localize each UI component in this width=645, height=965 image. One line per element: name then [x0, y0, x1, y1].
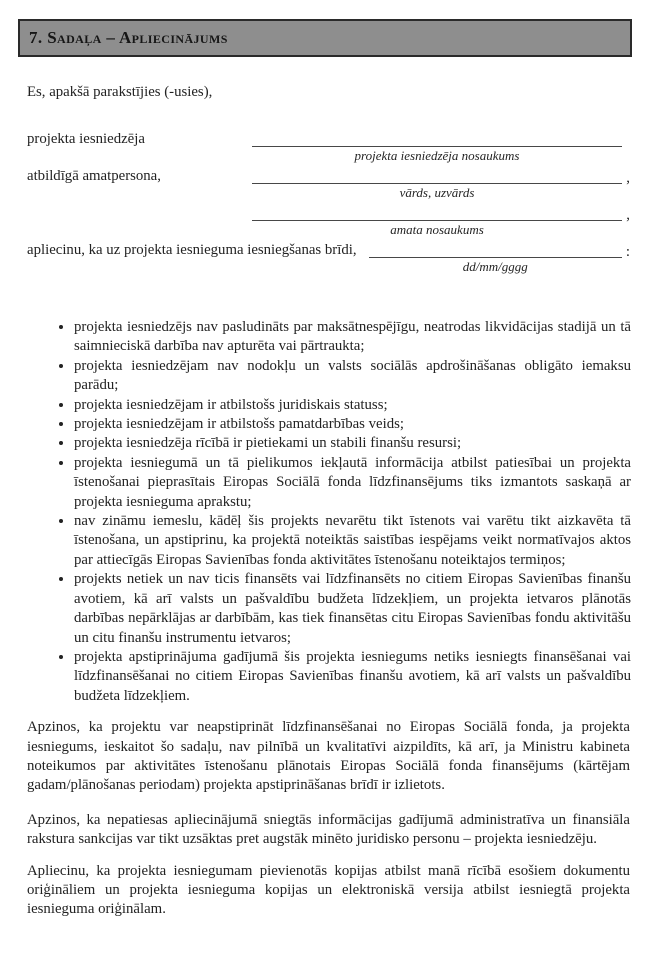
applicant-name-suffix	[622, 130, 630, 165]
submission-date-label: apliecinu, ka uz projekta iesnieguma iesniegšanas brīdi,	[27, 242, 357, 258]
position-title-caption: amata nosaukums	[390, 222, 484, 237]
section-header-bar	[18, 19, 632, 57]
official-label: atbildīgā amatpersona,	[27, 168, 161, 184]
declaration-bullet: • projekta apstiprinājuma gadījumā šis projekta iesniegums netiks iesniegts finansēšanai vai līdzfinansēšanai no citiem Eiropas Savienības finanšu avotiem, kā arī valsts un pašvaldību budžeta līdzekļiem.	[74, 648, 631, 706]
form-row-official-name	[27, 167, 630, 202]
declaration-bullet-list	[27, 318, 631, 706]
official-name-line[interactable]	[252, 167, 622, 184]
official-name-caption: vārds, uzvārds	[399, 185, 475, 200]
acknowledgement-paragraph-3: Apliecinu, ka projekta iesniegumam pievienotās kopijas atbilst manā rīcībā esošiem dokumentu oriģināliem un projekta iesnieguma kopijas un elektroniskā versija atbilst iesniegtā projekta iesnieguma oriģinālam.	[27, 862, 630, 918]
applicant-name-label: projekta iesniedzēja	[27, 131, 145, 147]
acknowledgement-paragraph-2: Apzinos, ka nepatiesas apliecinājumā sniegtās informācijas gadījumā administratīva un finansiāla rakstura sankcijas var tikt uzsāktas pret augstāk minēto juridisko personu – projekta iesniedzēju.	[27, 811, 630, 848]
declaration-bullet: • projekta iesniedzējam ir atbilstošs pamatdarbības veids;	[74, 415, 631, 434]
form-row-applicant-name	[27, 130, 630, 165]
declaration-form	[27, 130, 630, 276]
declaration-bullet: • nav zināmu iemeslu, kādēļ šis projekts nevarētu tikt īstenots vai varētu tikt aizkavēta tā īstenošana, un apstiprinu, ka projektā noteiktās saistības iespējams veikt normatīvajos aktos par attiecīgās Eiropas Savienības fonda aktivitātes īstenošanu noteiktajos termiņos;	[74, 512, 631, 570]
position-title-line[interactable]	[252, 204, 622, 221]
declaration-bullet: • projekta iesniedzējam nav nodokļu un valsts sociālās apdrošināšanas obligāto iemaksu parādu;	[74, 357, 631, 396]
declaration-bullet: • projekta iesniedzēja rīcībā ir pietiekami un stabili finanšu resursi;	[74, 434, 631, 453]
form-row-submission-date	[27, 241, 630, 276]
submission-date-field	[369, 241, 622, 276]
declaration-bullet: • projekta iesniedzējam ir atbilstošs juridiskais statuss;	[74, 396, 631, 415]
position-title-field	[252, 204, 622, 239]
section-title: 7. Sadaļa – Apliecinājums	[29, 28, 228, 47]
applicant-name-line[interactable]	[252, 130, 622, 147]
form-row-position-title	[27, 204, 630, 239]
position-title-suffix: ,	[626, 207, 630, 223]
submission-date-caption: dd/mm/gggg	[462, 259, 528, 274]
intro-text: Es, apakšā parakstījies (-usies),	[27, 84, 213, 100]
official-name-suffix: ,	[626, 170, 630, 186]
declaration-bullet: • projekts netiek un nav ticis finansēts vai līdzfinansēts no citiem Eiropas Savienības finanšu avotiem, kā arī valsts un pašvaldību budžeta līdzekļiem, un projekta ietvaros plānotās darbības nepārklājas ar darbībām, kas tiek finansētas citu Eiropas Savienības fondu aktivitāšu un citu finanšu instrumentu ietvaros;	[74, 570, 631, 648]
declaration-bullet: • projekta iesniedzējs nav pasludināts par maksātnespējīgu, neatrodas likvidācijas stadijā un tā saimnieciskā darbība nav apturēta vai pārtraukta;	[74, 318, 631, 357]
submission-date-line[interactable]	[369, 241, 622, 258]
applicant-name-caption: projekta iesniedzēja nosaukums	[354, 148, 520, 163]
official-name-field	[252, 167, 622, 202]
position-title-label	[27, 204, 252, 239]
acknowledgement-paragraph-1: Apzinos, ka projektu var neapstiprināt līdzfinansēšanai no Eiropas Sociālā fonda, ja projekta iesniegums, ieskaitot šo sadaļu, nav pilnībā un kvalitatīvi aizpildīts, kā arī, ja Ministru kabineta noteikumos par aktivitātes īstenošanu plānotais Eiropas Sociālā fonda finansējums (kārtējam gadam/plānošanas periodam) projekta apstiprināšanas brīdī ir izlietots.	[27, 719, 630, 794]
applicant-name-field	[252, 130, 622, 165]
submission-date-suffix: :	[625, 244, 630, 260]
declaration-bullet: • projekta iesniegumā un tā pielikumos iekļautā informācija atbilst patiesībai un projekta īstenošanai pieprasītais Eiropas Sociālā fonda līdzfinansējums tiks izmantots saskaņā ar projekta iesnieguma aprakstu;	[74, 454, 631, 512]
